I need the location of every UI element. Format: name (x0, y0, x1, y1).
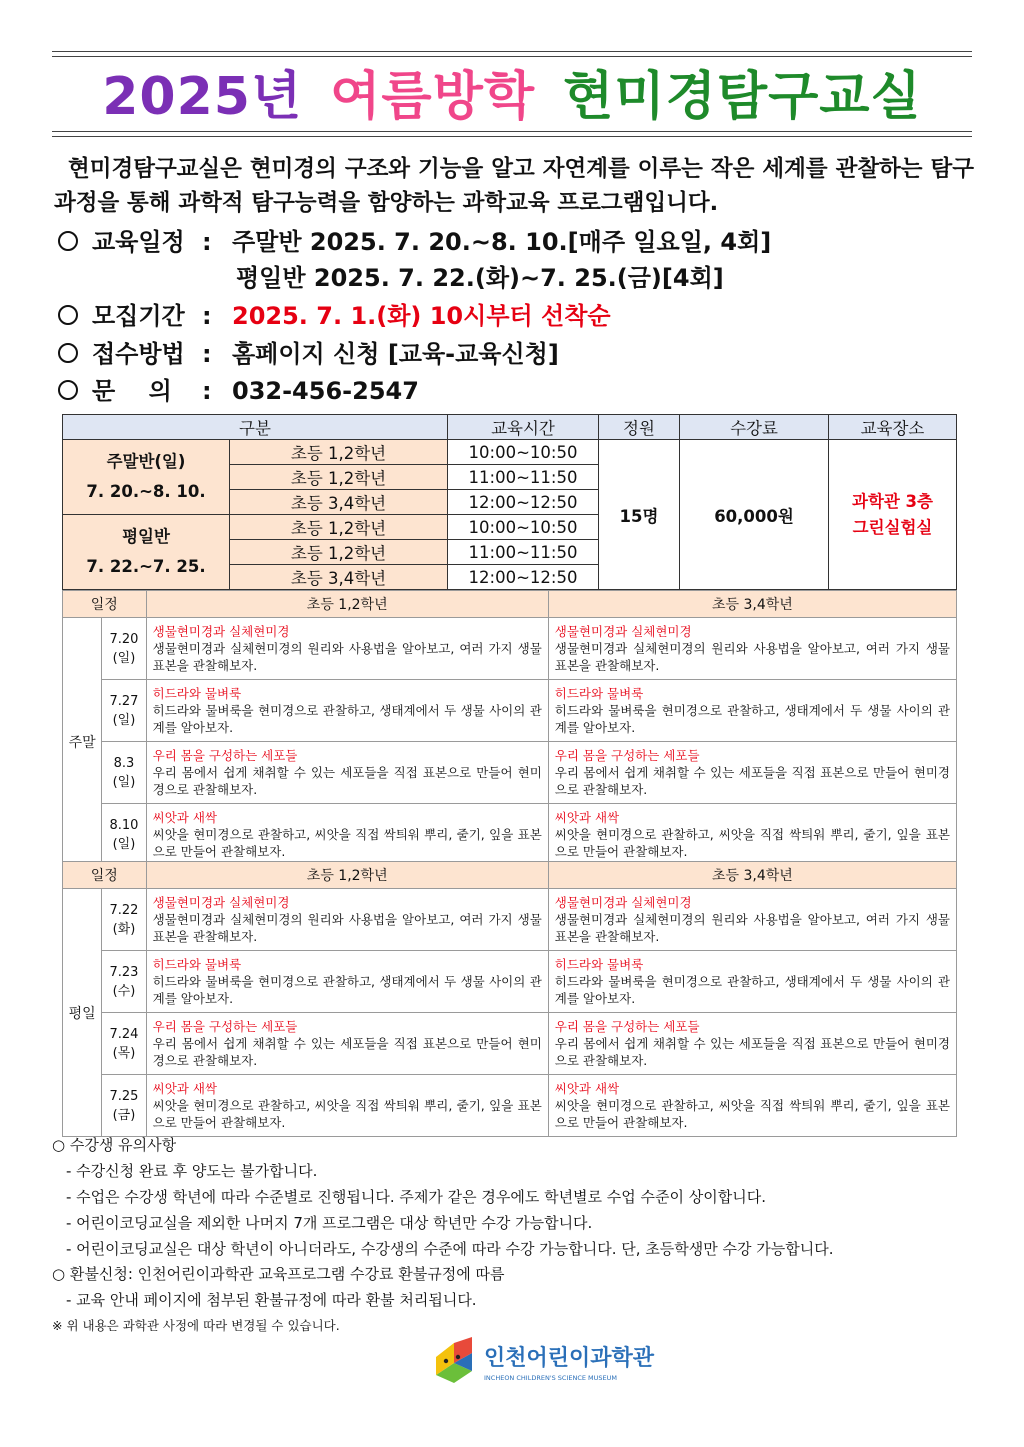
note-item: - 수강신청 완료 후 양도는 불가합니다. (66, 1162, 318, 1180)
lesson-cell: 우리 몸을 구성하는 세포들 우리 몸에서 쉽게 채취할 수 있는 세포들을 직접 표본으로 만들어 현미경으로 관찰해보자. (146, 1013, 548, 1075)
date-cell: 8.3 (일) (102, 742, 146, 804)
info-inquiry: 문 의 : 032-456-2547 (58, 373, 419, 409)
lesson-cell: 히드라와 물벼룩 히드라와 물벼룩을 현미경으로 관찰하고, 생태계에서 두 생물 사이의 관계를 알아보자. (146, 680, 548, 742)
lesson-cell: 우리 몸을 구성하는 세포들 우리 몸에서 쉽게 채취할 수 있는 세포들을 직접 표본으로 만들어 현미경으로 관찰해보자. (548, 742, 956, 804)
bullet-icon (58, 305, 78, 325)
weekday-schedule-table (62, 861, 957, 1137)
table-row (63, 804, 957, 866)
table-row (63, 618, 957, 680)
title-bottom-rule (52, 131, 972, 132)
date-cell: 7.22 (화) (102, 889, 146, 951)
summary-row: 주말반(일) 7. 20.~8. 10. 초등 1,2학년 10:00~10:50 15명 60,000원 과학관 3층 그린실험실 (63, 440, 957, 465)
top-rule-2 (52, 56, 972, 57)
summary-row: 초등 1,2학년 11:00~11:50 (63, 540, 957, 565)
info-apply: 접수방법 : 홈페이지 신청 [교육-교육신청] (58, 336, 559, 372)
schedule-header-row: 일정 초등 1,2학년 초등 3,4학년 (63, 591, 957, 618)
table-row (63, 680, 957, 742)
date-cell: 7.23 (수) (102, 951, 146, 1013)
bullet-icon (58, 380, 78, 400)
lesson-cell: 히드라와 물벼룩 히드라와 물벼룩을 현미경으로 관찰하고, 생태계에서 두 생물 사이의 관계를 알아보자. (548, 680, 956, 742)
summary-row: 초등 3,4학년 12:00~12:50 (63, 565, 957, 590)
top-rule (52, 51, 972, 52)
lesson-cell: 히드라와 물벼룩 히드라와 물벼룩을 현미경으로 관찰하고, 생태계에서 두 생물 사이의 관계를 알아보자. (548, 951, 956, 1013)
lesson-cell: 생물현미경과 실체현미경 생물현미경과 실체현미경의 원리와 사용법을 알아보고, 여러 가지 생물 표본을 관찰해보자. (548, 889, 956, 951)
lesson-cell: 우리 몸을 구성하는 세포들 우리 몸에서 쉽게 채취할 수 있는 세포들을 직접 표본으로 만들어 현미경으로 관찰해보자. (146, 742, 548, 804)
lesson-cell: 씨앗과 새싹 씨앗을 현미경으로 관찰하고, 씨앗을 직접 싹틔워 뿌리, 줄기, 잎을 표본으로 만들어 관찰해보자. (548, 804, 956, 866)
info-schedule: 교육일정 : 주말반 2025. 7. 20.~8. 10.[매주 일요일, 4회] (58, 224, 771, 260)
footnote: ※ 위 내용은 과학관 사정에 따라 변경될 수 있습니다. (52, 1318, 340, 1333)
lesson-cell: 생물현미경과 실체현미경 생물현미경과 실체현미경의 원리와 사용법을 알아보고, 여러 가지 생물 표본을 관찰해보자. (548, 618, 956, 680)
date-cell: 8.10 (일) (102, 804, 146, 866)
page-title (0, 62, 1024, 132)
summary-row: 초등 1,2학년 11:00~11:50 (63, 465, 957, 490)
table-row (63, 1013, 957, 1075)
lesson-cell: 씨앗과 새싹 씨앗을 현미경으로 관찰하고, 씨앗을 직접 싹틔워 뿌리, 줄기, 잎을 표본으로 만들어 관찰해보자. (146, 804, 548, 866)
summary-table (62, 414, 957, 590)
logo-text: 인천어린이과학관 (484, 1346, 655, 1371)
weekday-label: 평일 (63, 889, 102, 1137)
title-year: 2025년 (102, 67, 303, 127)
note-item: - 수업은 수강생 학년에 따라 수준별로 진행됩니다. 주제가 같은 경우에도 학년별로 수업 수준이 상이합니다. (66, 1188, 767, 1206)
intro-paragraph: 현미경탐구교실은 현미경의 구조와 기능을 알고 자연계를 이루는 작은 세계를 관찰하는 탐구과정을 통해 과학적 탐구능력을 함양하는 과학교육 프로그램입니다. (54, 156, 974, 216)
inquiry-value: 032-456-2547 (232, 377, 419, 405)
title-season: 여름방학 (330, 67, 536, 127)
fee: 60,000원 (680, 440, 829, 590)
weekday-group: 평일반 7. 22.~7. 25. (63, 515, 230, 590)
title-bottom-rule-2 (52, 136, 972, 137)
lesson-cell: 우리 몸을 구성하는 세포들 우리 몸에서 쉽게 채취할 수 있는 세포들을 직접 표본으로 만들어 현미경으로 관찰해보자. (548, 1013, 956, 1075)
table-row (63, 951, 957, 1013)
table-row (63, 1075, 957, 1137)
weekend-label: 주말 (63, 618, 102, 866)
summary-row: 평일반 7. 22.~7. 25. 초등 1,2학년 10:00~10:50 (63, 515, 957, 540)
weekend-schedule-table (62, 590, 957, 866)
date-cell: 7.25 (금) (102, 1075, 146, 1137)
note-item: - 교육 안내 페이지에 첨부된 환불규정에 따라 환불 처리됩니다. (66, 1291, 477, 1309)
summary-row: 초등 3,4학년 12:00~12:50 (63, 490, 957, 515)
summary-header-row: 구분 교육시간 정원 수강료 교육장소 (63, 415, 957, 440)
title-program: 현미경탐구교실 (563, 67, 922, 127)
weekend-group: 주말반(일) 7. 20.~8. 10. (63, 440, 230, 515)
capacity: 15명 (599, 440, 680, 590)
date-cell: 7.24 (목) (102, 1013, 146, 1075)
place: 과학관 3층 그린실험실 (829, 440, 957, 590)
note-item: - 어린이코딩교실은 대상 학년이 아니더라도, 수강생의 수준에 따라 수강 가능합니다. 단, 초등학생만 수강 가능합니다. (66, 1240, 834, 1258)
table-row (63, 889, 957, 951)
lesson-cell: 생물현미경과 실체현미경 생물현미경과 실체현미경의 원리와 사용법을 알아보고, 여러 가지 생물 표본을 관찰해보자. (146, 889, 548, 951)
lesson-cell: 히드라와 물벼룩 히드라와 물벼룩을 현미경으로 관찰하고, 생태계에서 두 생물 사이의 관계를 알아보자. (146, 951, 548, 1013)
apply-value: 홈페이지 신청 [교육-교육신청] (232, 340, 559, 368)
bullet-icon (58, 343, 78, 363)
lesson-cell: 씨앗과 새싹 씨앗을 현미경으로 관찰하고, 씨앗을 직접 싹틔워 뿌리, 줄기, 잎을 표본으로 만들어 관찰해보자. (146, 1075, 548, 1137)
logo-subtitle: INCHEON CHILDREN'S SCIENCE MUSEUM (484, 1374, 618, 1382)
notes-refund-title: ○ 환불신청: 인천어린이과학관 교육프로그램 수강료 환불규정에 따름 (52, 1265, 505, 1283)
lesson-cell: 생물현미경과 실체현미경 생물현미경과 실체현미경의 원리와 사용법을 알아보고, 여러 가지 생물 표본을 관찰해보자. (146, 618, 548, 680)
note-item: - 어린이코딩교실을 제외한 나머지 7개 프로그램은 대상 학년만 수강 가능합니다. (66, 1214, 593, 1232)
recruit-value: 2025. 7. 1.(화) 10시부터 선착순 (232, 302, 611, 330)
info-recruit: 모집기간 : 2025. 7. 1.(화) 10시부터 선착순 (58, 298, 611, 334)
notes-caution-title: ○ 수강생 유의사항 (52, 1136, 177, 1154)
bullet-icon (58, 231, 78, 251)
table-row (63, 742, 957, 804)
schedule-weekend: 주말반 2025. 7. 20.~8. 10.[매주 일요일, 4회] (232, 228, 772, 256)
date-cell: 7.20 (일) (102, 618, 146, 680)
date-cell: 7.27 (일) (102, 680, 146, 742)
info-schedule-weekday: 평일반 2025. 7. 22.(화)~7. 25.(금)[4회] (236, 264, 724, 292)
schedule-header-row: 일정 초등 1,2학년 초등 3,4학년 (63, 862, 957, 889)
lesson-cell: 씨앗과 새싹 씨앗을 현미경으로 관찰하고, 씨앗을 직접 싹틔워 뿌리, 줄기, 잎을 표본으로 만들어 관찰해보자. (548, 1075, 956, 1137)
